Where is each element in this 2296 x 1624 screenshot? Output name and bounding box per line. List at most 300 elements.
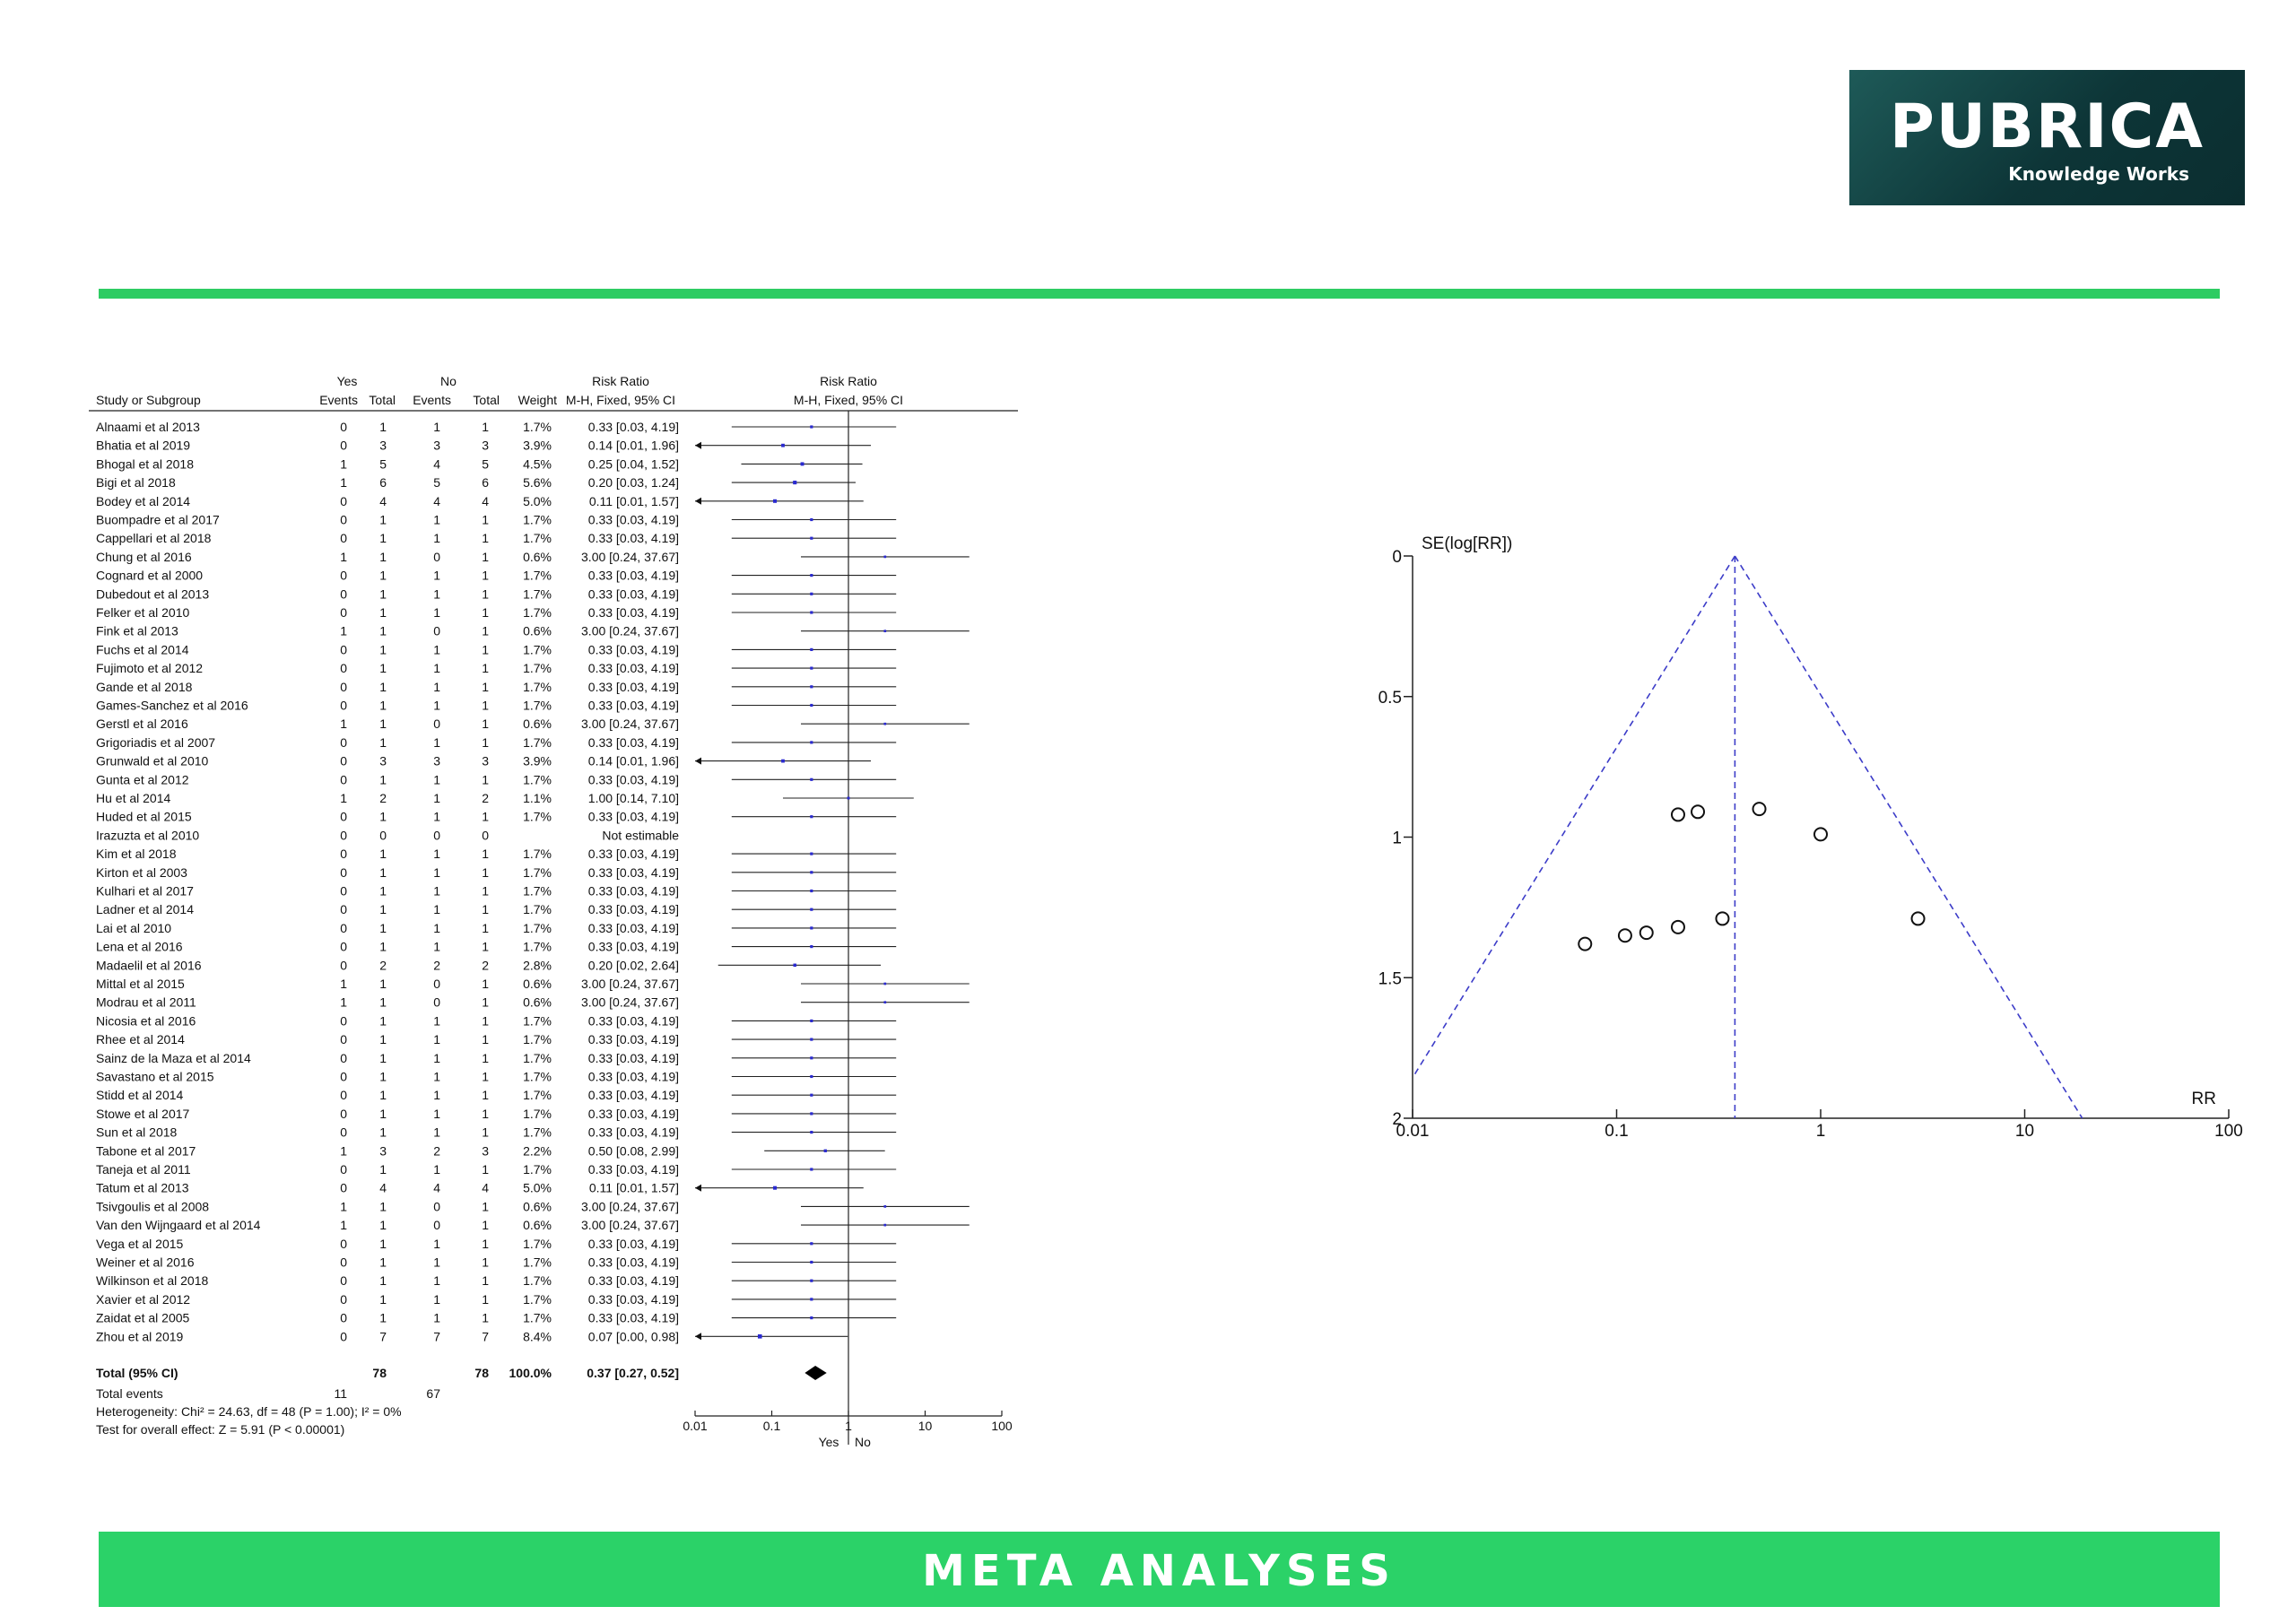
study-total-no: 3 bbox=[482, 1143, 489, 1159]
funnel-y-label: SE(log[RR]) bbox=[1422, 534, 1513, 553]
pooled-diamond bbox=[804, 1366, 826, 1380]
study-ci: 0.33 [0.03, 4.19] bbox=[587, 1088, 679, 1103]
total-yes: 78 bbox=[372, 1366, 387, 1380]
study-events-no: 1 bbox=[433, 605, 440, 620]
study-ci: 0.20 [0.02, 2.64] bbox=[587, 958, 679, 973]
funnel-x-tick-label: 100 bbox=[2214, 1122, 2243, 1141]
ci-truncation-arrow bbox=[695, 758, 701, 765]
logo-tagline: Knowledge Works bbox=[2008, 163, 2189, 185]
study-events-no: 4 bbox=[433, 1180, 440, 1195]
footer-band bbox=[99, 1532, 2220, 1607]
study-name: Gande et al 2018 bbox=[96, 679, 193, 694]
total-events-no: 67 bbox=[426, 1386, 440, 1401]
total-ci: 0.37 [0.27, 0.52] bbox=[587, 1366, 679, 1380]
study-weight: 0.6% bbox=[523, 716, 552, 732]
study-events-yes: 1 bbox=[340, 994, 347, 1010]
study-events-no: 0 bbox=[433, 994, 440, 1010]
study-total-no: 3 bbox=[482, 438, 489, 453]
study-name: Ladner et al 2014 bbox=[96, 902, 194, 917]
study-total-no: 1 bbox=[482, 642, 489, 657]
study-ci: 0.33 [0.03, 4.19] bbox=[587, 679, 679, 694]
study-events-yes: 1 bbox=[340, 549, 347, 564]
study-total-yes: 1 bbox=[379, 1199, 387, 1214]
study-name: Kim et al 2018 bbox=[96, 847, 177, 862]
study-events-no: 1 bbox=[433, 586, 440, 602]
study-point-estimate bbox=[824, 1150, 827, 1152]
study-total-yes: 1 bbox=[379, 1032, 387, 1047]
study-ci: 0.33 [0.03, 4.19] bbox=[587, 809, 679, 824]
forest-x-tick-label: 0.01 bbox=[683, 1419, 708, 1433]
study-weight: 1.7% bbox=[523, 772, 552, 787]
study-total-yes: 1 bbox=[379, 679, 387, 694]
study-total-yes: 1 bbox=[379, 1050, 387, 1065]
study-point-estimate bbox=[758, 1334, 762, 1339]
study-ci: 0.33 [0.03, 4.19] bbox=[587, 1162, 679, 1177]
study-weight: 1.7% bbox=[523, 1069, 552, 1084]
study-events-no: 7 bbox=[433, 1329, 440, 1344]
study-total-no: 1 bbox=[482, 809, 489, 824]
funnel-study-point bbox=[1912, 912, 1925, 925]
funnel-study-point bbox=[1692, 805, 1704, 818]
study-point-estimate bbox=[810, 574, 813, 577]
study-name: Gerstl et al 2016 bbox=[96, 716, 188, 732]
study-events-yes: 1 bbox=[340, 1143, 347, 1159]
study-events-no: 1 bbox=[433, 772, 440, 787]
study-weight: 0.6% bbox=[523, 623, 552, 638]
study-total-yes: 1 bbox=[379, 1255, 387, 1270]
study-ci: 0.33 [0.03, 4.19] bbox=[587, 864, 679, 880]
study-weight: 1.7% bbox=[523, 698, 552, 713]
study-total-yes: 1 bbox=[379, 920, 387, 935]
study-events-yes: 1 bbox=[340, 716, 347, 732]
study-point-estimate bbox=[810, 1280, 813, 1282]
study-total-no: 1 bbox=[482, 1162, 489, 1177]
funnel-study-point bbox=[1578, 938, 1591, 951]
study-weight: 1.7% bbox=[523, 661, 552, 676]
study-point-estimate bbox=[810, 890, 813, 892]
study-weight: 1.7% bbox=[523, 1273, 552, 1289]
study-total-no: 1 bbox=[482, 772, 489, 787]
study-events-yes: 0 bbox=[340, 531, 347, 546]
study-total-yes: 3 bbox=[379, 753, 387, 769]
study-total-no: 1 bbox=[482, 420, 489, 434]
study-weight: 1.7% bbox=[523, 1162, 552, 1177]
study-total-yes: 1 bbox=[379, 1218, 387, 1233]
study-total-no: 1 bbox=[482, 883, 489, 899]
study-total-no: 1 bbox=[482, 977, 489, 991]
pubrica-logo bbox=[1849, 70, 2245, 205]
study-events-yes: 0 bbox=[340, 568, 347, 583]
study-point-estimate bbox=[810, 425, 813, 428]
study-events-yes: 1 bbox=[340, 623, 347, 638]
study-total-yes: 1 bbox=[379, 1291, 387, 1307]
study-events-no: 1 bbox=[433, 1273, 440, 1289]
funnel-study-point bbox=[1672, 921, 1684, 934]
study-name: Hu et al 2014 bbox=[96, 791, 171, 805]
study-total-no: 6 bbox=[482, 475, 489, 491]
study-point-estimate bbox=[810, 1298, 813, 1300]
study-name: Weiner et al 2016 bbox=[96, 1255, 195, 1270]
study-name: Cognard et al 2000 bbox=[96, 568, 204, 583]
study-events-no: 1 bbox=[433, 512, 440, 527]
study-total-no: 4 bbox=[482, 1180, 489, 1195]
study-total-yes: 1 bbox=[379, 586, 387, 602]
study-total-yes: 1 bbox=[379, 716, 387, 732]
study-ci: 1.00 [0.14, 7.10] bbox=[587, 791, 679, 805]
study-ci: 3.00 [0.24, 37.67] bbox=[581, 1199, 679, 1214]
study-name: Fink et al 2013 bbox=[96, 623, 178, 638]
study-name: Irazuzta et al 2010 bbox=[96, 828, 200, 843]
study-weight: 0.6% bbox=[523, 549, 552, 564]
study-events-yes: 0 bbox=[340, 605, 347, 620]
study-events-yes: 0 bbox=[340, 493, 347, 508]
study-weight: 1.7% bbox=[523, 1255, 552, 1270]
study-ci: 0.14 [0.01, 1.96] bbox=[587, 753, 679, 769]
study-name: Zaidat et al 2005 bbox=[96, 1310, 190, 1325]
study-weight: 2.2% bbox=[523, 1143, 552, 1159]
study-total-no: 1 bbox=[482, 698, 489, 713]
study-total-yes: 1 bbox=[379, 1069, 387, 1084]
study-events-no: 5 bbox=[433, 475, 440, 491]
study-total-no: 1 bbox=[482, 605, 489, 620]
study-total-no: 1 bbox=[482, 1125, 489, 1140]
study-total-yes: 1 bbox=[379, 994, 387, 1010]
study-ci: 0.33 [0.03, 4.19] bbox=[587, 902, 679, 917]
study-total-no: 1 bbox=[482, 531, 489, 546]
study-events-no: 3 bbox=[433, 438, 440, 453]
study-total-no: 1 bbox=[482, 734, 489, 750]
study-events-yes: 0 bbox=[340, 679, 347, 694]
study-total-no: 0 bbox=[482, 828, 489, 843]
study-point-estimate bbox=[810, 1316, 813, 1319]
funnel-x-tick-label: 0.01 bbox=[1396, 1122, 1430, 1141]
heterogeneity-text: Heterogeneity: Chi² = 24.63, df = 48 (P = 1.00); I² = 0% bbox=[96, 1404, 402, 1419]
study-point-estimate bbox=[810, 1112, 813, 1115]
study-point-estimate bbox=[810, 908, 813, 911]
funnel-x-tick-label: 0.1 bbox=[1605, 1122, 1629, 1141]
study-point-estimate bbox=[810, 1242, 813, 1245]
study-total-no: 1 bbox=[482, 661, 489, 676]
study-events-yes: 0 bbox=[340, 1088, 347, 1103]
study-weight: 2.8% bbox=[523, 958, 552, 973]
study-events-yes: 1 bbox=[340, 977, 347, 991]
study-total-yes: 1 bbox=[379, 1013, 387, 1029]
funnel-study-point bbox=[1753, 803, 1766, 815]
study-total-yes: 1 bbox=[379, 642, 387, 657]
funnel-y-tick-label: 2 bbox=[1392, 1110, 1402, 1129]
study-name: Chung et al 2016 bbox=[96, 549, 192, 564]
study-total-yes: 1 bbox=[379, 661, 387, 676]
total-events-yes: 11 bbox=[334, 1386, 347, 1401]
study-point-estimate bbox=[883, 1205, 886, 1208]
study-total-yes: 6 bbox=[379, 475, 387, 491]
study-name: Alnaami et al 2013 bbox=[96, 420, 200, 434]
study-total-no: 1 bbox=[482, 1273, 489, 1289]
forest-x-tick-label: 10 bbox=[918, 1419, 933, 1433]
study-events-yes: 0 bbox=[340, 753, 347, 769]
study-weight: 1.7% bbox=[523, 1236, 552, 1251]
study-total-no: 1 bbox=[482, 1199, 489, 1214]
study-name: Sainz de la Maza et al 2014 bbox=[96, 1050, 251, 1065]
study-name: Zhou et al 2019 bbox=[96, 1329, 184, 1344]
study-total-no: 1 bbox=[482, 679, 489, 694]
study-weight: 0.6% bbox=[523, 1218, 552, 1233]
study-weight: 1.7% bbox=[523, 1291, 552, 1307]
study-ci: 0.33 [0.03, 4.19] bbox=[587, 1125, 679, 1140]
study-total-yes: 1 bbox=[379, 531, 387, 546]
study-events-yes: 0 bbox=[340, 1125, 347, 1140]
study-name: Van den Wijngaard et al 2014 bbox=[96, 1218, 261, 1233]
study-ci: 0.33 [0.03, 4.19] bbox=[587, 883, 679, 899]
study-events-no: 0 bbox=[433, 977, 440, 991]
study-events-yes: 0 bbox=[340, 1236, 347, 1251]
study-events-no: 4 bbox=[433, 456, 440, 472]
study-name: Kirton et al 2003 bbox=[96, 864, 187, 880]
funnel-study-point bbox=[1814, 828, 1827, 840]
study-events-yes: 0 bbox=[340, 809, 347, 824]
study-ci: 0.33 [0.03, 4.19] bbox=[587, 605, 679, 620]
ci-truncation-arrow bbox=[695, 1185, 701, 1192]
study-point-estimate bbox=[810, 1020, 813, 1022]
study-events-no: 1 bbox=[433, 531, 440, 546]
study-point-estimate bbox=[883, 630, 886, 632]
study-events-no: 1 bbox=[433, 679, 440, 694]
study-name: Sun et al 2018 bbox=[96, 1125, 178, 1140]
study-point-estimate bbox=[810, 1094, 813, 1097]
study-events-no: 1 bbox=[433, 1236, 440, 1251]
study-weight: 3.9% bbox=[523, 753, 552, 769]
study-events-yes: 1 bbox=[340, 791, 347, 805]
study-events-yes: 0 bbox=[340, 1255, 347, 1270]
ci-truncation-arrow bbox=[695, 1333, 701, 1340]
study-name: Savastano et al 2015 bbox=[96, 1069, 214, 1084]
study-total-yes: 1 bbox=[379, 1236, 387, 1251]
header-plot: Risk Ratio bbox=[820, 374, 877, 388]
study-point-estimate bbox=[810, 1131, 813, 1133]
study-name: Vega et al 2015 bbox=[96, 1236, 184, 1251]
study-events-no: 1 bbox=[433, 1050, 440, 1065]
study-ci: 0.33 [0.03, 4.19] bbox=[587, 847, 679, 862]
study-weight: 1.7% bbox=[523, 642, 552, 657]
study-events-no: 3 bbox=[433, 753, 440, 769]
study-total-no: 4 bbox=[482, 493, 489, 508]
study-total-yes: 1 bbox=[379, 1162, 387, 1177]
study-events-yes: 0 bbox=[340, 828, 347, 843]
study-ci: 3.00 [0.24, 37.67] bbox=[581, 623, 679, 638]
study-events-no: 1 bbox=[433, 1125, 440, 1140]
study-name: Stowe et al 2017 bbox=[96, 1106, 190, 1121]
study-total-yes: 1 bbox=[379, 772, 387, 787]
funnel-x-tick-label: 10 bbox=[2014, 1122, 2035, 1141]
header-group1: Yes bbox=[336, 374, 358, 388]
study-ci: 0.33 [0.03, 4.19] bbox=[587, 1069, 679, 1084]
study-weight: 1.7% bbox=[523, 568, 552, 583]
study-total-no: 2 bbox=[482, 958, 489, 973]
study-name: Modrau et al 2011 bbox=[96, 994, 196, 1010]
study-point-estimate bbox=[810, 518, 813, 521]
study-total-no: 5 bbox=[482, 456, 489, 472]
study-name: Tsivgoulis et al 2008 bbox=[96, 1199, 210, 1214]
study-events-no: 1 bbox=[433, 1310, 440, 1325]
favours-yes-label: Yes bbox=[818, 1435, 839, 1449]
study-total-yes: 4 bbox=[379, 1180, 387, 1195]
study-weight: 1.7% bbox=[523, 883, 552, 899]
study-point-estimate bbox=[810, 537, 813, 540]
study-name: Xavier et al 2012 bbox=[96, 1291, 191, 1307]
study-weight: 1.7% bbox=[523, 1125, 552, 1140]
funnel-left-ci-line bbox=[1413, 556, 1735, 1078]
study-name: Kulhari et al 2017 bbox=[96, 883, 194, 899]
study-ci: 0.33 [0.03, 4.19] bbox=[587, 1050, 679, 1065]
study-total-yes: 1 bbox=[379, 809, 387, 824]
study-ci: 0.33 [0.03, 4.19] bbox=[587, 1310, 679, 1325]
study-weight: 1.7% bbox=[523, 1310, 552, 1325]
study-point-estimate bbox=[883, 723, 886, 725]
study-name: Taneja et al 2011 bbox=[96, 1162, 191, 1177]
funnel-y-tick-label: 1 bbox=[1392, 829, 1402, 848]
total-label: Total (95% CI) bbox=[96, 1366, 178, 1380]
study-events-yes: 0 bbox=[340, 420, 347, 434]
study-events-yes: 0 bbox=[340, 902, 347, 917]
study-total-yes: 1 bbox=[379, 1125, 387, 1140]
study-name: Grunwald et al 2010 bbox=[96, 753, 209, 769]
study-total-yes: 1 bbox=[379, 847, 387, 862]
funnel-y-tick-label: 0.5 bbox=[1378, 688, 1402, 708]
study-events-yes: 0 bbox=[340, 864, 347, 880]
study-weight: 0.6% bbox=[523, 977, 552, 991]
study-ci: 0.33 [0.03, 4.19] bbox=[587, 1013, 679, 1029]
study-weight: 5.6% bbox=[523, 475, 552, 491]
study-events-no: 1 bbox=[433, 847, 440, 862]
study-total-no: 1 bbox=[482, 1050, 489, 1065]
study-point-estimate bbox=[810, 1261, 813, 1264]
study-point-estimate bbox=[781, 444, 785, 447]
study-total-no: 1 bbox=[482, 920, 489, 935]
study-point-estimate bbox=[793, 964, 796, 968]
funnel-x-label: RR bbox=[2191, 1090, 2216, 1108]
study-point-estimate bbox=[810, 1038, 813, 1041]
study-weight: 3.9% bbox=[523, 438, 552, 453]
study-total-no: 1 bbox=[482, 1236, 489, 1251]
header-events-2: Events bbox=[413, 393, 451, 407]
study-events-no: 1 bbox=[433, 1106, 440, 1121]
study-point-estimate bbox=[773, 1186, 777, 1190]
study-name: Wilkinson et al 2018 bbox=[96, 1273, 209, 1289]
study-total-no: 1 bbox=[482, 549, 489, 564]
study-total-yes: 1 bbox=[379, 605, 387, 620]
study-total-yes: 1 bbox=[379, 420, 387, 434]
study-point-estimate bbox=[793, 481, 796, 484]
study-point-estimate bbox=[810, 1075, 813, 1078]
study-weight: 1.7% bbox=[523, 864, 552, 880]
total-no: 78 bbox=[474, 1366, 489, 1380]
study-total-yes: 0 bbox=[379, 828, 387, 843]
study-events-yes: 0 bbox=[340, 661, 347, 676]
funnel-y-tick-label: 1.5 bbox=[1378, 969, 1402, 989]
study-events-no: 0 bbox=[433, 1199, 440, 1214]
study-events-yes: 0 bbox=[340, 1273, 347, 1289]
study-total-yes: 1 bbox=[379, 734, 387, 750]
study-total-no: 1 bbox=[482, 623, 489, 638]
study-total-no: 1 bbox=[482, 994, 489, 1010]
study-total-no: 7 bbox=[482, 1329, 489, 1344]
study-total-yes: 1 bbox=[379, 568, 387, 583]
study-total-no: 2 bbox=[482, 791, 489, 805]
total-weight: 100.0% bbox=[509, 1366, 552, 1380]
study-total-yes: 1 bbox=[379, 1106, 387, 1121]
header-method: M-H, Fixed, 95% CI bbox=[565, 393, 676, 407]
funnel-study-point bbox=[1619, 929, 1631, 942]
study-total-yes: 4 bbox=[379, 493, 387, 508]
study-point-estimate bbox=[773, 499, 777, 503]
study-name: Felker et al 2010 bbox=[96, 605, 190, 620]
study-total-no: 1 bbox=[482, 1069, 489, 1084]
study-events-yes: 0 bbox=[340, 939, 347, 954]
study-total-yes: 2 bbox=[379, 958, 387, 973]
study-ci: 3.00 [0.24, 37.67] bbox=[581, 549, 679, 564]
study-weight: 1.7% bbox=[523, 586, 552, 602]
study-events-yes: 0 bbox=[340, 1050, 347, 1065]
study-name: Lai et al 2010 bbox=[96, 920, 172, 935]
logo-brand-text: PUBRICA bbox=[1889, 91, 2205, 162]
study-events-yes: 0 bbox=[340, 920, 347, 935]
study-ci: 0.33 [0.03, 4.19] bbox=[587, 1106, 679, 1121]
study-events-no: 1 bbox=[433, 1032, 440, 1047]
study-total-yes: 1 bbox=[379, 698, 387, 713]
study-total-no: 1 bbox=[482, 1088, 489, 1103]
study-events-no: 1 bbox=[433, 1291, 440, 1307]
study-events-no: 1 bbox=[433, 939, 440, 954]
study-events-no: 0 bbox=[433, 1218, 440, 1233]
study-events-yes: 0 bbox=[340, 1180, 347, 1195]
study-total-yes: 1 bbox=[379, 549, 387, 564]
study-weight: 1.7% bbox=[523, 902, 552, 917]
study-total-yes: 1 bbox=[379, 864, 387, 880]
study-total-yes: 7 bbox=[379, 1329, 387, 1344]
study-events-no: 1 bbox=[433, 568, 440, 583]
study-events-no: 1 bbox=[433, 1069, 440, 1084]
study-point-estimate bbox=[810, 611, 813, 613]
study-name: Bhogal et al 2018 bbox=[96, 456, 194, 472]
study-events-no: 1 bbox=[433, 420, 440, 434]
study-events-yes: 1 bbox=[340, 1199, 347, 1214]
study-ci: 0.33 [0.03, 4.19] bbox=[587, 1255, 679, 1270]
funnel-y-tick-label: 0 bbox=[1392, 548, 1402, 567]
funnel-study-point bbox=[1716, 912, 1728, 925]
study-events-yes: 0 bbox=[340, 958, 347, 973]
study-total-yes: 1 bbox=[379, 977, 387, 991]
study-name: Dubedout et al 2013 bbox=[96, 586, 210, 602]
study-ci: 3.00 [0.24, 37.67] bbox=[581, 716, 679, 732]
study-weight: 1.7% bbox=[523, 734, 552, 750]
funnel-x-tick-label: 1 bbox=[1815, 1122, 1826, 1141]
study-name: Madaelil et al 2016 bbox=[96, 958, 202, 973]
study-weight: 1.7% bbox=[523, 939, 552, 954]
forest-x-tick-label: 0.1 bbox=[762, 1419, 781, 1433]
study-name: Tatum et al 2013 bbox=[96, 1180, 189, 1195]
study-events-yes: 0 bbox=[340, 586, 347, 602]
study-total-yes: 1 bbox=[379, 939, 387, 954]
study-total-yes: 5 bbox=[379, 456, 387, 472]
study-events-yes: 0 bbox=[340, 1032, 347, 1047]
study-events-yes: 0 bbox=[340, 883, 347, 899]
study-events-no: 1 bbox=[433, 902, 440, 917]
study-events-yes: 0 bbox=[340, 1069, 347, 1084]
study-point-estimate bbox=[810, 945, 813, 948]
study-point-estimate bbox=[810, 667, 813, 670]
study-events-no: 1 bbox=[433, 1013, 440, 1029]
study-events-no: 1 bbox=[433, 734, 440, 750]
